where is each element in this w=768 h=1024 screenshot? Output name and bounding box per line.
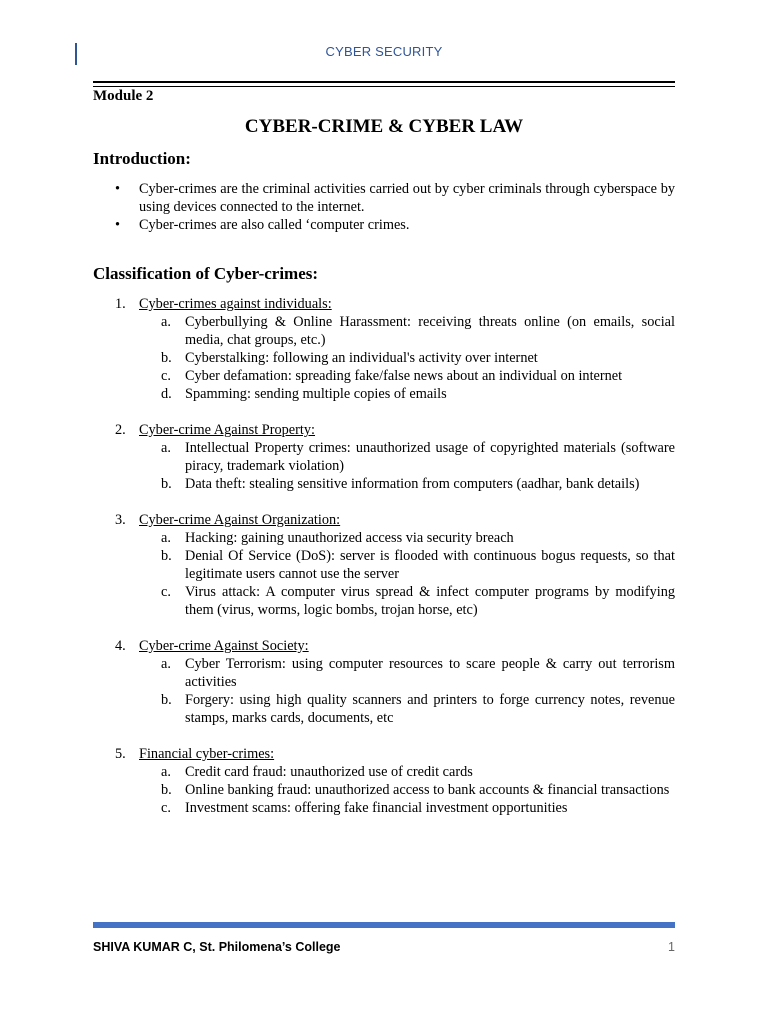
list-item <box>93 547 675 583</box>
list-item <box>93 799 675 817</box>
header-rule-thick <box>93 81 675 83</box>
item-letter: b. <box>161 782 172 798</box>
item-letter: c. <box>161 368 171 384</box>
introduction-heading: Introduction: <box>93 149 191 168</box>
group-title: Cyber-crime Against Organization: <box>139 512 341 528</box>
list-item-text: Denial Of Service (DoS): server is flooded with continuous bogus requests, so that legitimate users cannot use the server <box>185 548 675 582</box>
item-letter: b. <box>161 350 172 366</box>
bullet-icon: • <box>115 181 121 197</box>
list-item <box>93 529 675 547</box>
list-item-text: Forgery: using high quality scanners and printers to forge currency notes, revenue stamps, marks cards, documents, etc <box>185 692 675 726</box>
group-number: 2. <box>115 422 126 438</box>
list-item-text: Cyber-crimes are also called ‘computer crimes. <box>139 217 410 233</box>
item-letter: b. <box>161 692 172 708</box>
list-item <box>93 475 675 493</box>
classification-group <box>93 745 675 817</box>
item-letter: d. <box>161 386 172 402</box>
classification-group <box>93 421 675 493</box>
list-item <box>93 781 675 799</box>
module-label: Module 2 <box>93 88 154 104</box>
list-item-text: Hacking: gaining unauthorized access via security breach <box>185 530 514 546</box>
list-item-text: Online banking fraud: unauthorized access to bank accounts & financial transactions <box>185 782 670 798</box>
list-item <box>93 583 675 619</box>
list-item <box>93 313 675 349</box>
footer-bar <box>93 922 675 928</box>
list-item-text: Investment scams: offering fake financial investment opportunities <box>185 800 568 816</box>
footer-author: SHIVA KUMAR C, St. Philomena’s College <box>93 940 341 954</box>
list-item <box>93 691 675 727</box>
list-item-text: Virus attack: A computer virus spread & infect computer programs by modifying them (virus, worms, logic bombs, trojan horse, etc) <box>185 584 675 618</box>
list-item <box>93 385 675 403</box>
list-item-text: Cyberstalking: following an individual's activity over internet <box>185 350 538 366</box>
group-title: Financial cyber-crimes: <box>139 746 275 762</box>
group-heading <box>93 421 675 439</box>
classification-group <box>93 637 675 727</box>
group-title: Cyber-crime Against Property: <box>139 422 316 438</box>
document-title: CYBER-CRIME & CYBER LAW <box>244 116 524 137</box>
list-item-text: Credit card fraud: unauthorized use of credit cards <box>185 764 473 780</box>
classification-list <box>93 295 675 835</box>
list-item-text: Cyber-crimes are the criminal activities carried out by cyber criminals through cyberspace by using devices connected to the internet. <box>139 181 675 215</box>
item-letter: a. <box>161 314 171 330</box>
group-number: 4. <box>115 638 126 654</box>
item-letter: b. <box>161 548 172 564</box>
list-item-text: Cyber defamation: spreading fake/false news about an individual on internet <box>185 368 623 384</box>
list-item-text: Spamming: sending multiple copies of emails <box>185 386 447 402</box>
list-item-text: Cyberbullying & Online Harassment: receiving threats online (on emails, social media, chat groups, etc.) <box>185 314 675 348</box>
item-letter: a. <box>161 656 171 672</box>
header-rule-thin <box>93 86 675 87</box>
group-number: 5. <box>115 746 126 762</box>
running-header: CYBER SECURITY <box>325 44 443 59</box>
group-heading <box>93 745 675 763</box>
classification-group <box>93 295 675 403</box>
group-heading <box>93 295 675 313</box>
list-item <box>93 439 675 475</box>
list-item <box>93 349 675 367</box>
list-item <box>93 763 675 781</box>
item-letter: a. <box>161 530 171 546</box>
bullet-icon: • <box>115 217 121 233</box>
page-number: 1 <box>668 940 675 954</box>
group-title: Cyber-crime Against Society: <box>139 638 309 654</box>
group-heading <box>93 637 675 655</box>
classification-heading: Classification of Cyber-crimes: <box>93 264 319 283</box>
item-letter: c. <box>161 584 171 600</box>
list-item <box>93 216 675 234</box>
group-number: 3. <box>115 512 126 528</box>
list-item <box>93 180 675 216</box>
group-number: 1. <box>115 296 126 312</box>
group-heading <box>93 511 675 529</box>
list-item <box>93 655 675 691</box>
classification-group <box>93 511 675 619</box>
list-item-text: Intellectual Property crimes: unauthorized usage of copyrighted materials (software piracy, trademark violation) <box>185 440 675 474</box>
item-letter: b. <box>161 476 172 492</box>
list-item-text: Cyber Terrorism: using computer resources to scare people & carry out terrorism activities <box>185 656 675 690</box>
group-title: Cyber-crimes against individuals: <box>139 296 332 312</box>
list-item <box>93 367 675 385</box>
item-letter: c. <box>161 800 171 816</box>
list-item-text: Data theft: stealing sensitive information from computers (aadhar, bank details) <box>185 476 640 492</box>
introduction-list <box>93 180 675 234</box>
item-letter: a. <box>161 764 171 780</box>
item-letter: a. <box>161 440 171 456</box>
